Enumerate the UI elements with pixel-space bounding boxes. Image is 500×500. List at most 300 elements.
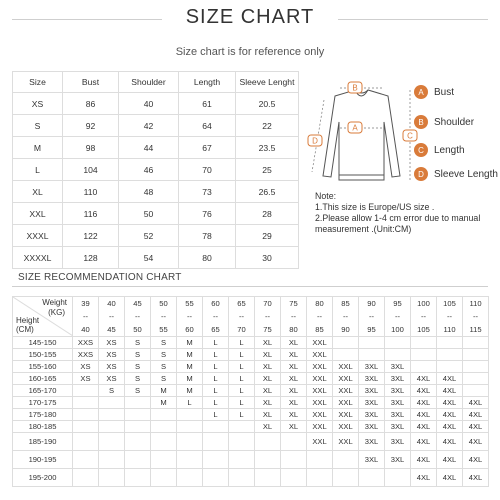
size-cell	[411, 361, 437, 373]
marker-d	[308, 135, 322, 146]
size-cell	[463, 361, 489, 373]
size-cell	[125, 469, 151, 487]
weight-from-cell: 55	[177, 297, 203, 311]
size-cell	[203, 451, 229, 469]
marker-c	[403, 130, 417, 141]
weight-from-cell: 95	[385, 297, 411, 311]
weight-to-cell: 40	[73, 323, 99, 337]
note-line-3: measurement .(Unit:CM)	[315, 224, 412, 234]
weight-to-cell: 90	[333, 323, 359, 337]
size-cell: 4XL	[437, 409, 463, 421]
size-cell: L	[203, 337, 229, 349]
title-line-right	[338, 19, 488, 20]
size-cell: 4XL	[463, 451, 489, 469]
size-cell: XL	[281, 337, 307, 349]
size-cell: 3XL	[359, 397, 385, 409]
sweater-diagram	[300, 76, 500, 188]
size-cell: XL	[255, 361, 281, 373]
table-cell: 29	[236, 225, 299, 247]
size-cell	[177, 409, 203, 421]
size-cell	[229, 469, 255, 487]
table-row	[13, 433, 489, 451]
size-cell: XXL	[333, 385, 359, 397]
size-cell	[385, 349, 411, 361]
size-cell: XXL	[333, 421, 359, 433]
table-cell: 122	[63, 225, 119, 247]
sweater-icon	[323, 90, 400, 180]
weight-from-cell: 75	[281, 297, 307, 311]
weight-dash-row	[13, 310, 489, 323]
size-cell	[359, 349, 385, 361]
recommendation-table	[12, 296, 489, 487]
height-cell: 145-150	[13, 337, 73, 349]
table-row	[13, 93, 299, 115]
weight-dash-cell: --	[125, 310, 151, 323]
weight-from-cell: 65	[229, 297, 255, 311]
table-cell: 86	[63, 93, 119, 115]
size-cell: 3XL	[359, 373, 385, 385]
height-unit: (CM)	[16, 325, 34, 334]
height-label: Height	[16, 316, 40, 325]
size-cell	[151, 421, 177, 433]
table-cell: XS	[13, 93, 63, 115]
svg-text:Length: Length	[434, 145, 465, 156]
measure-lines	[312, 88, 410, 180]
table-row	[13, 397, 489, 409]
size-cell: L	[203, 397, 229, 409]
svg-text:B: B	[418, 118, 424, 127]
size-cell	[99, 421, 125, 433]
size-cell: 4XL	[437, 373, 463, 385]
size-cell: 4XL	[437, 421, 463, 433]
size-cell: XS	[99, 373, 125, 385]
size-cell: XXL	[307, 373, 333, 385]
table-row	[13, 469, 489, 487]
size-cell: 3XL	[385, 421, 411, 433]
table-cell: 73	[179, 181, 236, 203]
header-shoulder: Shoulder	[119, 72, 179, 93]
size-cell: L	[229, 409, 255, 421]
table-row	[13, 115, 299, 137]
table-cell: 50	[119, 203, 179, 225]
size-cell	[463, 337, 489, 349]
size-cell	[411, 349, 437, 361]
height-cell: 160-165	[13, 373, 73, 385]
size-cell	[99, 469, 125, 487]
weight-from-cell: 45	[125, 297, 151, 311]
size-cell	[255, 451, 281, 469]
size-cell: 4XL	[463, 469, 489, 487]
table-cell: 28	[236, 203, 299, 225]
size-cell: 3XL	[385, 433, 411, 451]
size-cell: L	[177, 397, 203, 409]
weight-dash-cell: --	[151, 310, 177, 323]
svg-text:A: A	[418, 88, 424, 97]
weight-from-cell: 80	[307, 297, 333, 311]
table-row	[13, 385, 489, 397]
table-cell: S	[13, 115, 63, 137]
size-cell	[281, 433, 307, 451]
legend-bust	[414, 85, 454, 99]
size-cell: L	[203, 361, 229, 373]
size-cell	[99, 409, 125, 421]
size-cell	[203, 469, 229, 487]
size-cell: XL	[281, 385, 307, 397]
weight-from-cell: 90	[359, 297, 385, 311]
size-cell: XS	[73, 361, 99, 373]
weight-to-cell: 80	[281, 323, 307, 337]
size-cell: XXL	[307, 421, 333, 433]
size-cell	[203, 421, 229, 433]
table-cell: 44	[119, 137, 179, 159]
marker-a	[348, 122, 362, 133]
weight-dash-cell: --	[255, 310, 281, 323]
size-cell: 4XL	[437, 451, 463, 469]
size-table	[12, 71, 299, 269]
size-cell	[281, 451, 307, 469]
height-cell: 170-175	[13, 397, 73, 409]
table-cell: 70	[179, 159, 236, 181]
svg-text:Sleeve Length: Sleeve Length	[434, 169, 498, 180]
size-cell	[73, 409, 99, 421]
weight-to-cell: 55	[151, 323, 177, 337]
size-cell	[385, 469, 411, 487]
table-cell: 23.5	[236, 137, 299, 159]
size-cell: M	[177, 385, 203, 397]
size-cell	[73, 451, 99, 469]
table-cell: XL	[13, 181, 63, 203]
size-cell: S	[125, 361, 151, 373]
size-cell: XS	[99, 349, 125, 361]
svg-text:C: C	[418, 146, 424, 155]
note-line-1: 1.This size is Europe/US size .	[315, 202, 435, 212]
size-cell: XS	[99, 361, 125, 373]
size-cell: XL	[255, 349, 281, 361]
table-row	[13, 181, 299, 203]
height-cell: 175-180	[13, 409, 73, 421]
height-cell: 185-190	[13, 433, 73, 451]
size-cell: 3XL	[359, 361, 385, 373]
size-cell: XS	[99, 337, 125, 349]
size-cell: 3XL	[385, 409, 411, 421]
size-cell	[333, 337, 359, 349]
table-cell: 26.5	[236, 181, 299, 203]
size-cell: 4XL	[463, 421, 489, 433]
size-cell	[437, 361, 463, 373]
size-cell	[125, 421, 151, 433]
weight-dash-cell: --	[359, 310, 385, 323]
size-cell	[463, 349, 489, 361]
size-cell	[333, 451, 359, 469]
table-row	[13, 373, 489, 385]
svg-text:D: D	[418, 170, 424, 179]
size-cell: S	[151, 373, 177, 385]
size-cell: 3XL	[359, 451, 385, 469]
weight-dash-cell: --	[229, 310, 255, 323]
weight-dash-cell: --	[385, 310, 411, 323]
size-cell: M	[177, 361, 203, 373]
header-size: Size	[13, 72, 63, 93]
size-cell: S	[125, 337, 151, 349]
size-cell	[385, 337, 411, 349]
weight-dash-cell: --	[281, 310, 307, 323]
size-cell: M	[177, 349, 203, 361]
size-cell: 4XL	[411, 451, 437, 469]
size-cell	[229, 451, 255, 469]
size-cell: L	[203, 409, 229, 421]
weight-to-cell: 110	[437, 323, 463, 337]
weight-dash-cell: --	[177, 310, 203, 323]
table-cell: 61	[179, 93, 236, 115]
weight-from-cell: 50	[151, 297, 177, 311]
size-cell: 4XL	[411, 421, 437, 433]
table-row	[13, 225, 299, 247]
size-cell: XXL	[307, 349, 333, 361]
weight-dash-cell: --	[411, 310, 437, 323]
size-cell	[125, 451, 151, 469]
size-cell: XXL	[333, 361, 359, 373]
table-row	[13, 421, 489, 433]
table-cell: 22	[236, 115, 299, 137]
size-cell: 4XL	[411, 397, 437, 409]
size-cell	[151, 451, 177, 469]
table-cell: 80	[179, 247, 236, 269]
size-cell: 4XL	[411, 385, 437, 397]
size-cell	[125, 433, 151, 451]
size-cell: L	[229, 337, 255, 349]
page-subtitle: Size chart is for reference only	[175, 46, 325, 58]
size-cell	[73, 397, 99, 409]
size-cell: XL	[281, 361, 307, 373]
size-cell: L	[229, 373, 255, 385]
size-cell	[177, 451, 203, 469]
size-cell: XXS	[73, 349, 99, 361]
table-cell: 98	[63, 137, 119, 159]
size-cell	[359, 337, 385, 349]
table-cell: 25	[236, 159, 299, 181]
size-cell: XXL	[307, 397, 333, 409]
table-cell: 54	[119, 247, 179, 269]
size-cell: 4XL	[411, 409, 437, 421]
size-cell: S	[125, 385, 151, 397]
size-cell: 3XL	[385, 397, 411, 409]
table-cell: 46	[119, 159, 179, 181]
size-cell: L	[229, 349, 255, 361]
weight-dash-cell: --	[463, 310, 489, 323]
weight-dash-cell: --	[203, 310, 229, 323]
weight-label: Weight	[42, 298, 67, 307]
size-cell: 3XL	[385, 451, 411, 469]
legend-sleeve	[414, 167, 498, 181]
table-cell: 92	[63, 115, 119, 137]
size-cell: S	[151, 337, 177, 349]
weight-dash-cell: --	[307, 310, 333, 323]
weight-to-row	[13, 323, 489, 337]
weight-from-cell: 60	[203, 297, 229, 311]
size-cell	[307, 469, 333, 487]
size-cell: XL	[255, 373, 281, 385]
size-cell: M	[177, 337, 203, 349]
weight-unit: (KG)	[48, 308, 65, 317]
size-cell: XXL	[333, 373, 359, 385]
table-cell: 64	[179, 115, 236, 137]
size-cell: S	[125, 349, 151, 361]
svg-text:A: A	[352, 123, 358, 133]
size-cell: 3XL	[385, 373, 411, 385]
note-block	[315, 191, 500, 235]
table-cell: 116	[63, 203, 119, 225]
size-cell	[99, 397, 125, 409]
size-cell: XL	[255, 385, 281, 397]
size-cell: XL	[281, 421, 307, 433]
size-cell: XL	[281, 373, 307, 385]
size-cell: XL	[281, 349, 307, 361]
height-cell: 195-200	[13, 469, 73, 487]
note-line-2: 2.Please allow 1-4 cm error due to manual	[315, 213, 481, 223]
size-cell: 4XL	[463, 433, 489, 451]
size-cell: L	[203, 373, 229, 385]
height-cell: 190-195	[13, 451, 73, 469]
recommendation-title: SIZE RECOMMENDATION CHART	[18, 272, 182, 283]
size-cell: XL	[281, 409, 307, 421]
table-cell: 128	[63, 247, 119, 269]
size-cell	[73, 433, 99, 451]
size-cell	[151, 433, 177, 451]
size-cell: XXL	[307, 433, 333, 451]
size-cell	[73, 469, 99, 487]
size-cell: XXL	[307, 409, 333, 421]
size-cell: S	[99, 385, 125, 397]
size-cell	[281, 469, 307, 487]
weight-to-cell: 70	[229, 323, 255, 337]
size-cell: 4XL	[463, 409, 489, 421]
size-cell: M	[151, 397, 177, 409]
size-cell	[359, 469, 385, 487]
table-row	[13, 203, 299, 225]
table-row	[13, 247, 299, 269]
size-cell: L	[203, 349, 229, 361]
svg-text:B: B	[352, 83, 358, 93]
page-title: SIZE CHART	[185, 6, 315, 28]
size-cell: XL	[255, 337, 281, 349]
size-cell	[73, 421, 99, 433]
size-cell	[125, 409, 151, 421]
weight-to-cell: 115	[463, 323, 489, 337]
size-cell	[125, 397, 151, 409]
size-cell	[255, 433, 281, 451]
table-cell: 20.5	[236, 93, 299, 115]
size-cell: XL	[255, 397, 281, 409]
size-cell	[177, 433, 203, 451]
table-cell: 42	[119, 115, 179, 137]
size-table-header	[13, 72, 299, 93]
svg-text:Bust: Bust	[434, 87, 455, 98]
weight-from-cell: 40	[99, 297, 125, 311]
size-cell: L	[203, 385, 229, 397]
size-cell	[229, 421, 255, 433]
weight-to-cell: 75	[255, 323, 281, 337]
size-cell: XL	[255, 421, 281, 433]
marker-b	[348, 82, 362, 93]
size-cell: XXL	[307, 385, 333, 397]
height-cell: 180-185	[13, 421, 73, 433]
size-cell: L	[229, 397, 255, 409]
table-cell: 30	[236, 247, 299, 269]
note-heading: Note:	[315, 191, 337, 201]
size-cell	[463, 385, 489, 397]
recommendation-divider	[12, 286, 488, 287]
size-cell: M	[151, 385, 177, 397]
table-row	[13, 409, 489, 421]
size-cell	[177, 469, 203, 487]
table-row	[13, 361, 489, 373]
size-cell: XL	[281, 397, 307, 409]
size-cell	[99, 451, 125, 469]
table-cell: XXXXL	[13, 247, 63, 269]
weight-dash-cell: --	[73, 310, 99, 323]
size-cell	[333, 349, 359, 361]
weight-from-cell: 105	[437, 297, 463, 311]
table-cell: L	[13, 159, 63, 181]
size-cell	[463, 373, 489, 385]
size-cell	[73, 385, 99, 397]
table-row	[13, 349, 489, 361]
header-length: Length	[179, 72, 236, 93]
weight-from-cell: 70	[255, 297, 281, 311]
size-cell: 4XL	[411, 469, 437, 487]
height-cell: 150-155	[13, 349, 73, 361]
table-cell: 48	[119, 181, 179, 203]
size-cell	[411, 337, 437, 349]
weight-from-cell: 110	[463, 297, 489, 311]
header-sleeve: Sleeve Lenght	[236, 72, 299, 93]
size-cell	[437, 349, 463, 361]
weight-from-cell: 39	[73, 297, 99, 311]
size-cell: 4XL	[437, 385, 463, 397]
size-cell	[437, 337, 463, 349]
size-cell: 4XL	[437, 469, 463, 487]
size-cell	[99, 433, 125, 451]
size-cell	[177, 421, 203, 433]
header-bust: Bust	[63, 72, 119, 93]
table-row	[13, 337, 489, 349]
size-cell: 3XL	[359, 385, 385, 397]
size-cell	[151, 469, 177, 487]
table-cell: XXL	[13, 203, 63, 225]
table-cell: 76	[179, 203, 236, 225]
size-cell	[151, 409, 177, 421]
size-cell: 4XL	[437, 397, 463, 409]
table-cell: M	[13, 137, 63, 159]
size-cell: XS	[73, 373, 99, 385]
table-cell: 104	[63, 159, 119, 181]
size-cell: S	[125, 373, 151, 385]
svg-text:Shoulder: Shoulder	[434, 117, 475, 128]
size-cell	[203, 433, 229, 451]
weight-to-cell: 45	[99, 323, 125, 337]
table-cell: XXXL	[13, 225, 63, 247]
weight-dash-cell: --	[333, 310, 359, 323]
size-cell: S	[151, 361, 177, 373]
size-cell: XL	[255, 409, 281, 421]
size-cell: S	[151, 349, 177, 361]
table-row	[13, 137, 299, 159]
table-row	[13, 159, 299, 181]
weight-from-cell: 85	[333, 297, 359, 311]
legend-shoulder	[414, 115, 475, 129]
height-cell: 165-170	[13, 385, 73, 397]
height-cell: 155-160	[13, 361, 73, 373]
